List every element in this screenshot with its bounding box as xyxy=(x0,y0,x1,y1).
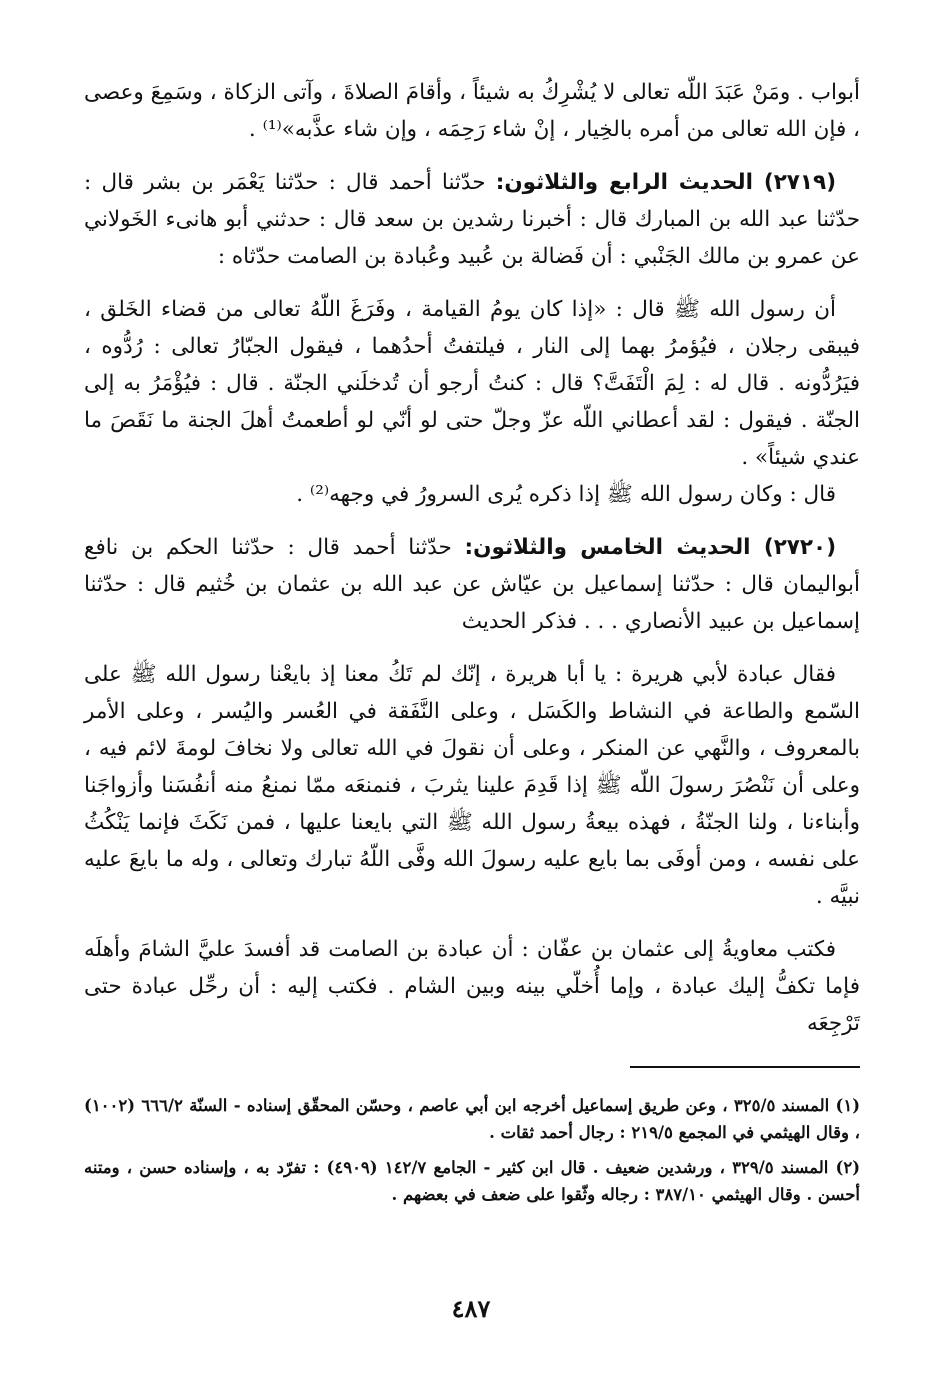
hadith-isnad: حدّثنا أحمد قال : حدّثنا يَعْمَر بن بشر قال : حدّثنا عبد الله بن المبارك قال : أخبرنا رشدين بن سعد قال : حدثني أبو هانىء الخَولاني عن عمرو بن مالك الجَنْبي : أن فَضالة بن عُبيد وعُبادة بن الصامت حدّثاه : xyxy=(84,170,860,269)
paragraph-continuation: أبواب . ومَنْ عَبَدَ اللّه تعالى لا يُشْرِكُ به شيئاً ، وأقامَ الصلاةَ ، وآتى الزكاة ، وسَمِعَ وعصى ، فإن الله تعالى من أمره بالخِيار ، إنْ شاء رَحِمَه ، وإن شاء عذَّبه»⁽¹⁾ . xyxy=(84,80,860,142)
paragraph-ubada-speech: فقال عبادة لأبي هريرة : يا أبا هريرة ، إنّك لم تَكُ معنا إذ بايعْنا رسول الله ﷺ على السّمع والطاعة في النشاط والكَسَل ، وعلى النَّفَقة في العُسر واليُسر ، وعلى الأمر بالمعروف ، والنَّهي عن المنكر ، وعلى أن نقولَ في الله تعالى ولا نخافَ لومةَ لائم فيه ، وعلى أن نَنْصُرَ رسولَ اللّه ﷺ إذا قَدِمَ علينا يثربَ ، فنمنعَه ممّا نمنعُ منه أنفُسَنا وأزواجَنا وأبناءنا ، ولنا الجنّةُ ، فهذه بيعةُ رسول الله ﷺ التي بايعنا عليها ، فمن نَكَثَ فإنما يَنْكُثُ على نفسه ، ومن أوفَى بما بايع عليه رسولَ الله وفَّى اللّهُ تبارك وتعالى ، وله ما بايعَ عليه نبيَّه . xyxy=(84,662,860,909)
paragraph-muawiya-letter: فكتب معاويةُ إلى عثمان بن عفّان : أن عبادة بن الصامت قد أفسدَ عليَّ الشامَ وأهلَه فإما تكفُّ إليك عبادة ، وإما أُخلّي بينه وبين الشام . فكتب إليه : أن رحِّل عبادة حتى تَرْجِعَه xyxy=(84,937,860,1036)
footnote-1: (١) المسند ٣٢٥/٥ ، وعن طريق إسماعيل أخرجه ابن أبي عاصم ، وحسّن المحقّق إسناده - السنّة ٦٦٦/٢ (١٠٠٢) ، وقال الهيثمي في المجمع ٢١٩/٥ : رجال أحمد ثقات . xyxy=(84,1096,860,1142)
footnotes xyxy=(84,1092,860,1208)
main-text xyxy=(84,74,860,1042)
hadith-2719 xyxy=(84,164,860,275)
footnote-separator xyxy=(630,1066,860,1068)
hadith-2720 xyxy=(84,529,860,640)
paragraph-narrator-remark: قال : وكان رسول الله ﷺ إذا ذكره يُرى السرورُ في وجهه⁽²⁾ . xyxy=(296,482,836,507)
hadith-matn: أن رسول الله ﷺ قال : «إذا كان يومُ القيامة ، وفَرَغَ اللّهُ تعالى من قضاء الخَلق ، فيبقى رجلان ، فيُؤمرُ بهما إلى النار ، فيلتفتُ أحدُهما ، فيقول الجبّارُ تعالى : رُدُّوه ، فيَرُدُّونه . قال له : لِمَ الْتَفَتَّ؟ قال : كنتُ أرجو أن تُدخلَني الجنّة . قال : فيُؤْمَرُ به إلى الجنّة . فيقول : لقد أعطاني اللّه عزّ وجلّ حتى لو أنّي لو أطعمتُ أهلَ الجنة ما نَقَصَ ما عندي شيئاً» . xyxy=(84,297,860,470)
hadith-heading: (٢٧١٩) الحديث الرابع والثلاثون: xyxy=(495,170,837,195)
footnote-2: (٢) المسند ٣٢٩/٥ ، ورشدين ضعيف . قال ابن كثير - الجامع ١٤٢/٧ (٤٩٠٩) : تفرّد به ، وإسناده حسن ، ومتنه أحسن . وقال الهيثمي ٣٨٧/١٠ : رجاله وثّقوا على ضعف في بعضهم . xyxy=(84,1158,861,1204)
page-number: ٤٨٧ xyxy=(451,1294,491,1323)
hadith-heading: (٢٧٢٠) الحديث الخامس والثلاثون: xyxy=(464,535,837,560)
hadith-isnad: حدّثنا أحمد قال : حدّثنا الحكم بن نافع أبواليمان قال : حدّثنا إسماعيل بن عيّاش عن عبد الله بن عثمان بن خُثيم قال : حدّثنا إسماعيل بن عبيد الأنصاري . . . فذكر الحديث xyxy=(84,535,860,634)
